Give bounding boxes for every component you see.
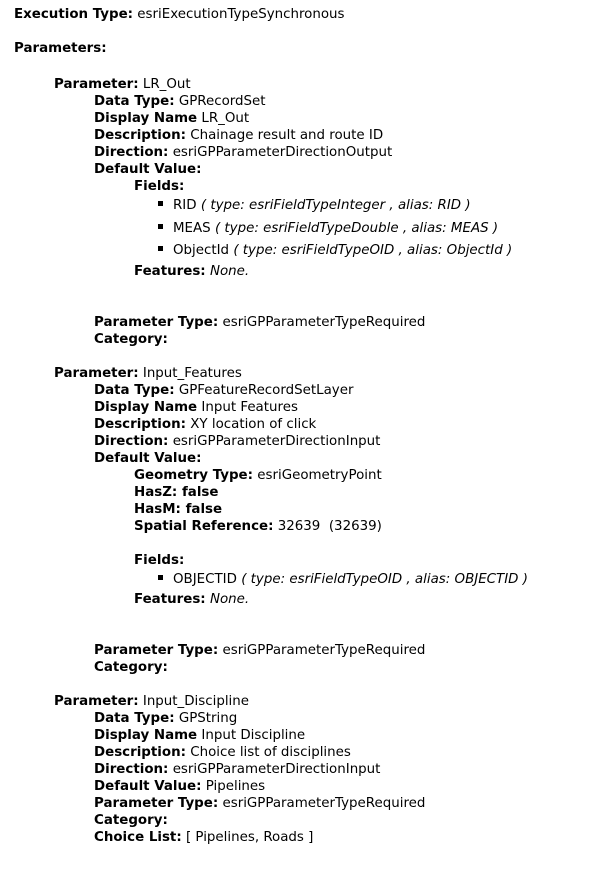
choice-list-value: [ Pipelines, Roads ] [185,830,314,845]
list-item [158,220,498,237]
field-detail: ( type: esriFieldTypeDouble , alias: MEAS ) [214,221,499,236]
data-type-row [94,710,237,727]
parameter-type-row [94,642,425,659]
geometry-type-row [134,467,382,484]
spatial-reference-row [134,518,382,535]
direction-row [94,761,380,778]
direction-label: Direction: [94,762,169,777]
parameter-name: LR_Out [142,77,191,92]
parameter-type-row [94,314,425,331]
display-name-value: LR_Out [201,111,250,126]
description-row [94,127,383,144]
field-detail: ( type: esriFieldTypeOID , alias: OBJECTID ) [241,572,528,587]
execution-type-label: Execution Type: [14,7,134,22]
display-name-label: Display Name [94,400,198,415]
display-name-row [94,399,298,416]
features-row [134,263,249,280]
data-type-label: Data Type: [94,711,175,726]
features-row [134,591,249,608]
data-type-value: GPRecordSet [178,94,266,109]
display-name-label: Display Name [94,728,198,743]
parameter-type-value: esriGPParameterTypeRequired [222,643,426,658]
features-label: Features: [134,592,206,607]
data-type-label: Data Type: [94,94,175,109]
parameter-name-row [54,365,242,382]
description-label: Description: [94,417,186,432]
geometry-type-label: Geometry Type: [134,468,253,483]
features-value: None. [209,264,250,279]
field-detail: ( type: esriFieldTypeOID , alias: ObjectId ) [233,243,513,258]
parameter-label: Parameter: [54,694,139,709]
data-type-value: GPString [178,711,238,726]
fields-label: Fields: [134,179,185,194]
data-type-row [94,93,266,110]
list-item [158,197,471,214]
list-item [158,242,512,259]
description-label: Description: [94,745,186,760]
field-name: OBJECTID [173,572,237,587]
features-label: Features: [134,264,206,279]
hasz-row [134,484,218,501]
execution-type-row [14,6,345,23]
description-value: Chainage result and route ID [190,128,384,143]
parameter-type-label: Parameter Type: [94,796,219,811]
parameter-name: Input_Features [142,366,242,381]
bullet-icon [158,201,163,206]
hasm-value: false [185,502,223,517]
category-label: Category: [94,332,168,347]
parameter-label: Parameter: [54,77,139,92]
default-value-value: Pipelines [205,779,266,794]
description-value: XY location of click [190,417,317,432]
hasm-row [134,501,222,518]
default-value-label: Default Value: [94,451,202,466]
data-type-row [94,382,353,399]
geometry-type-value: esriGeometryPoint [257,468,382,483]
spatial-reference-value: 32639 (32639) [277,519,382,534]
default-value-label: Default Value: [94,162,202,177]
parameter-type-label: Parameter Type: [94,315,219,330]
choice-list-label: Choice List: [94,830,182,845]
direction-value: esriGPParameterDirectionInput [172,434,381,449]
direction-row [94,144,392,161]
parameter-label: Parameter: [54,366,139,381]
hasm-label: HasM: [134,502,181,517]
display-name-value: Input Features [201,400,298,415]
direction-value: esriGPParameterDirectionInput [172,762,381,777]
display-name-value: Input Discipline [201,728,306,743]
display-name-label: Display Name [94,111,198,126]
field-detail: ( type: esriFieldTypeInteger , alias: RID ) [200,198,471,213]
data-type-label: Data Type: [94,383,175,398]
bullet-icon [158,224,163,229]
field-name: RID [173,198,197,213]
category-label: Category: [94,813,168,828]
category-label: Category: [94,660,168,675]
direction-value: esriGPParameterDirectionOutput [172,145,393,160]
parameter-type-value: esriGPParameterTypeRequired [222,315,426,330]
fields-label: Fields: [134,553,185,568]
field-name: MEAS [173,221,211,236]
parameter-type-row [94,795,425,812]
bullet-icon [158,575,163,580]
parameter-type-value: esriGPParameterTypeRequired [222,796,426,811]
direction-row [94,433,380,450]
bullet-icon [158,246,163,251]
parameter-name: Input_Discipline [142,694,249,709]
parameter-type-label: Parameter Type: [94,643,219,658]
description-label: Description: [94,128,186,143]
default-value-row [94,778,265,795]
parameter-name-row [54,76,191,93]
field-name: ObjectId [173,243,230,258]
parameters-heading: Parameters: [14,41,107,56]
hasz-label: HasZ: [134,485,178,500]
display-name-row [94,110,249,127]
description-row [94,416,316,433]
direction-label: Direction: [94,434,169,449]
parameter-name-row [54,693,249,710]
data-type-value: GPFeatureRecordSetLayer [178,383,354,398]
description-value: Choice list of disciplines [190,745,351,760]
description-row [94,744,351,761]
hasz-value: false [181,485,219,500]
direction-label: Direction: [94,145,169,160]
spatial-reference-label: Spatial Reference: [134,519,274,534]
choice-list-row [94,829,313,846]
execution-type-value: esriExecutionTypeSynchronous [137,7,345,22]
list-item [158,571,528,588]
display-name-row [94,727,305,744]
features-value: None. [209,592,250,607]
default-value-label: Default Value: [94,779,202,794]
